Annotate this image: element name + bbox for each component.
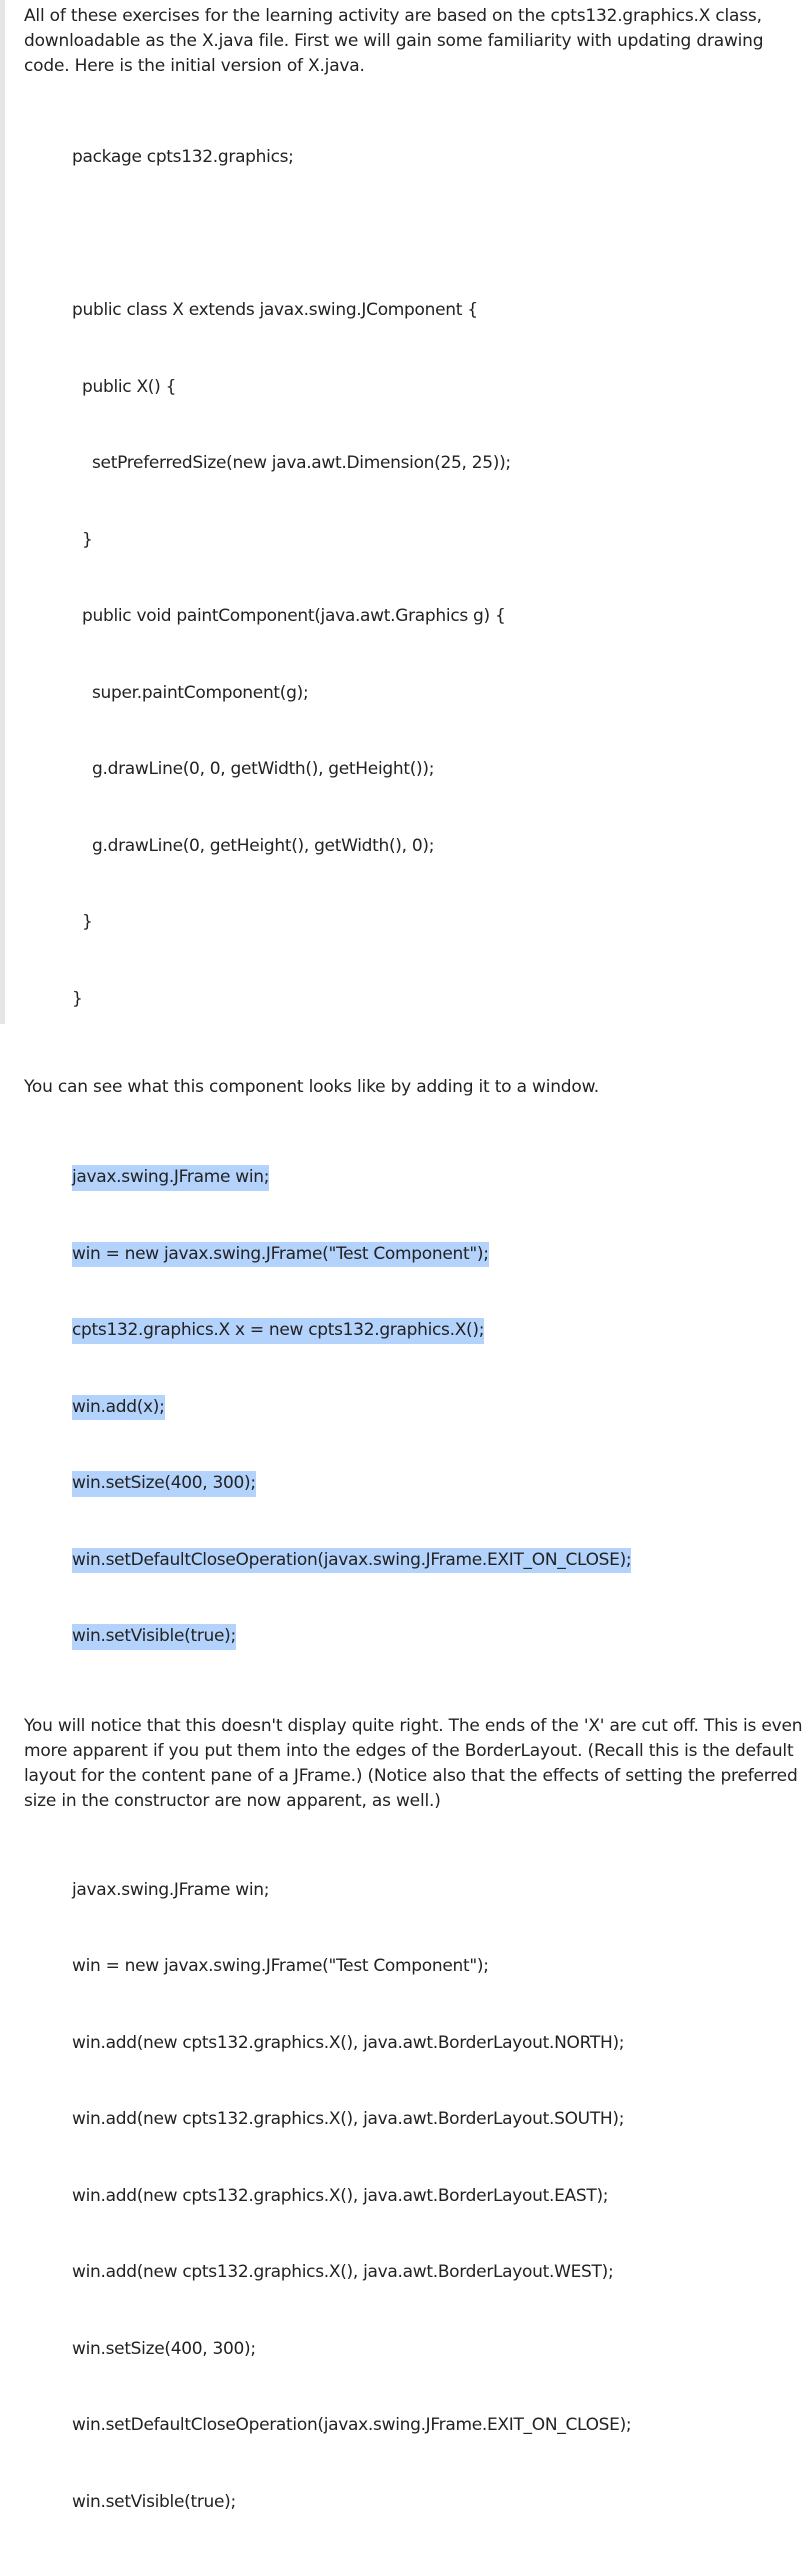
code-line [72,222,804,248]
code-block-x-java [72,94,804,1063]
code-line: super.paintComponent(g); [72,681,804,707]
code-line-selected[interactable]: win = new javax.swing.JFrame("Test Component"); [72,1242,804,1268]
code-line: g.drawLine(0, 0, getWidth(), getHeight()); [72,757,804,783]
code-block-window-selected[interactable] [72,1114,804,1701]
code-line-selected[interactable]: win.setVisible(true); [72,1624,804,1650]
code-block-borderlayout [72,1827,804,2566]
code-line: public X() { [72,375,804,401]
code-line: win.add(new cpts132.graphics.X(), java.awt.BorderLayout.NORTH); [72,2031,804,2057]
code-line: win.setVisible(true); [72,2490,804,2516]
left-border-rule [0,0,5,1024]
code-line: win.add(new cpts132.graphics.X(), java.awt.BorderLayout.EAST); [72,2184,804,2210]
code-line: package cpts132.graphics; [72,145,804,171]
code-line: public class X extends javax.swing.JComponent { [72,298,804,324]
code-line: public void paintComponent(java.awt.Graphics g) { [72,604,804,630]
code-line-selected[interactable]: win.add(x); [72,1395,804,1421]
code-line-selected[interactable]: win.setDefaultCloseOperation(javax.swing.JFrame.EXIT_ON_CLOSE); [72,1548,804,1574]
code-line: win.setDefaultCloseOperation(javax.swing.JFrame.EXIT_ON_CLOSE); [72,2413,804,2439]
window-paragraph: You can see what this component looks like by adding it to a window. [24,1075,804,1100]
code-line: win = new javax.swing.JFrame("Test Component"); [72,1954,804,1980]
code-line: setPreferredSize(new java.awt.Dimension(25, 25)); [72,451,804,477]
code-line: win.add(new cpts132.graphics.X(), java.awt.BorderLayout.WEST); [72,2260,804,2286]
code-line: win.add(new cpts132.graphics.X(), java.awt.BorderLayout.SOUTH); [72,2107,804,2133]
code-line: } [72,987,804,1013]
intro-paragraph: All of these exercises for the learning activity are based on the cpts132.graphics.X class, downloadable as the X.java file. First we will gain some familiarity with updating drawing code. Here is the initial version of X.java. [24,0,804,79]
code-line-selected[interactable]: cpts132.graphics.X x = new cpts132.graphics.X(); [72,1318,804,1344]
code-line-selected[interactable]: win.setSize(400, 300); [72,1471,804,1497]
borderlayout-paragraph: You will notice that this doesn't display quite right. The ends of the 'X' are cut off. This is even more apparent if you put them into the edges of the BorderLayout. (Recall this is the default layout for the content pane of a JFrame.) (Notice also that the effects of setting the preferred size in the constructor are now apparent, as well.) [24,1714,804,1814]
code-line: g.drawLine(0, getHeight(), getWidth(), 0); [72,834,804,860]
code-line: javax.swing.JFrame win; [72,1878,804,1904]
code-line: } [72,528,804,554]
code-line: win.setSize(400, 300); [72,2337,804,2363]
code-line-selected[interactable]: javax.swing.JFrame win; [72,1165,804,1191]
code-line: } [72,910,804,936]
document-body [24,0,804,2566]
